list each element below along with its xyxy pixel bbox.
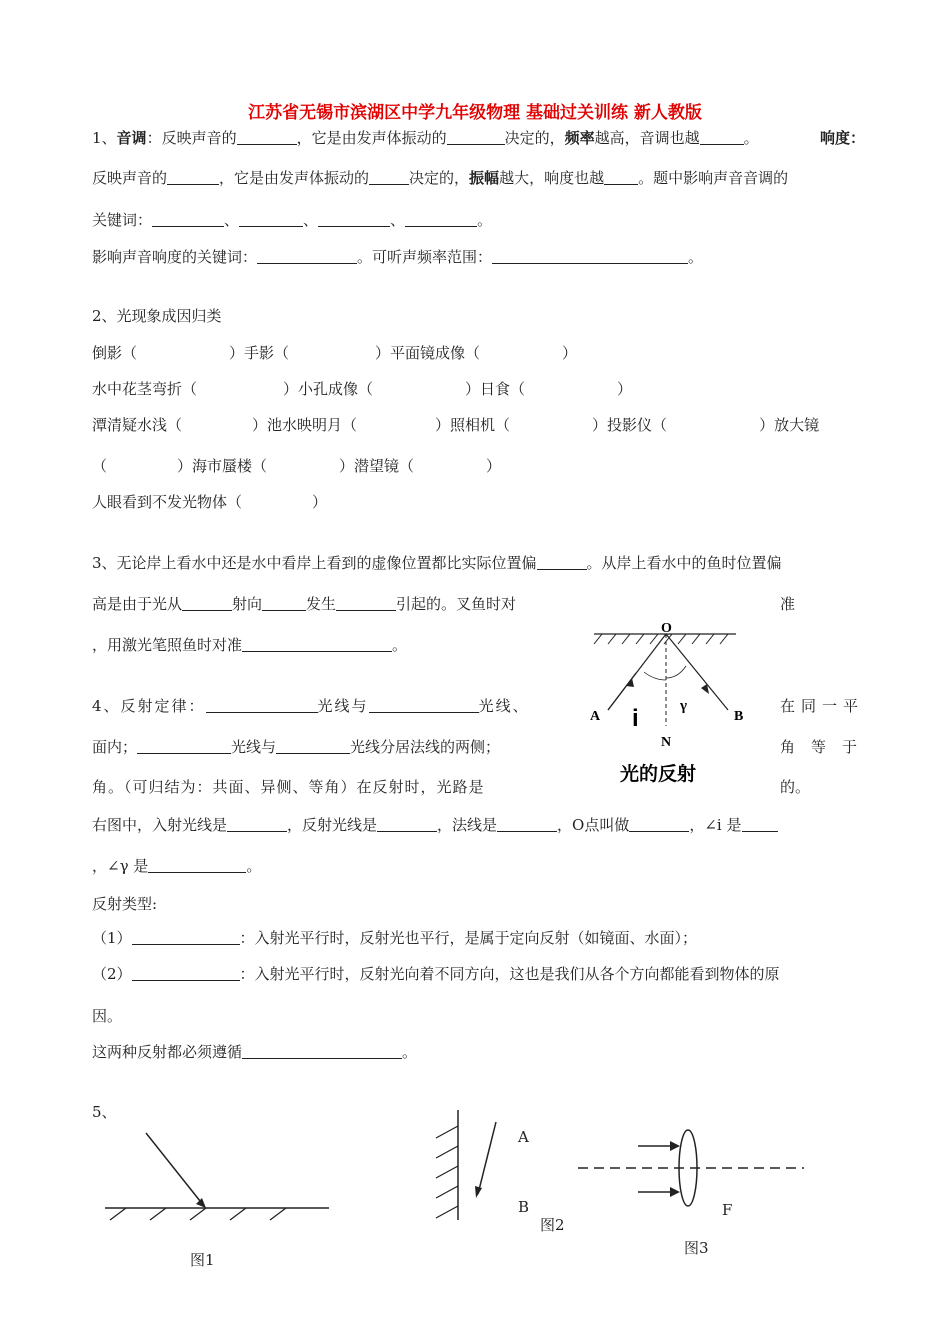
incident-ray-fig1 xyxy=(146,1133,204,1206)
figure-3-caption: 图3 xyxy=(684,1239,709,1257)
q4-line1-end: 在同一平 xyxy=(780,697,865,715)
figure-3-focus-label: F xyxy=(722,1201,733,1219)
q2-row3: 潭清疑水浅（ ）池水映明月（ ）照相机（ ）投影仪（ ）放大镜 xyxy=(92,416,820,434)
q3-line2-end: 准 xyxy=(780,595,796,613)
q4-line4: 右图中，入射光线是 ，反射光线是 ，法线是 ，O点叫做 ，∠i 是 xyxy=(92,815,778,835)
q3-line3: ，用激光笔照鱼时对准 。 xyxy=(92,636,408,654)
reflection-type-1: （1） ：入射光平行时，反射光也平行，是属于定向反射（如镜面、水面）； xyxy=(92,929,698,947)
figure-2-caption: 图2 xyxy=(540,1216,565,1234)
blank[interactable] xyxy=(318,212,390,227)
blank[interactable] xyxy=(227,817,287,832)
blank[interactable] xyxy=(132,966,240,981)
blank[interactable] xyxy=(629,817,689,832)
point-n-label: N xyxy=(661,735,672,750)
point-b-label: B xyxy=(734,709,744,724)
figure-3-lens xyxy=(576,1128,816,1218)
q4-line3-end: 的。 xyxy=(780,778,811,796)
figure-2-mirror xyxy=(430,1108,510,1228)
figure-1-mirror xyxy=(100,1128,340,1218)
angle-gamma-label: γ xyxy=(680,698,688,714)
q3-line1: 3、无论岸上看水中还是水中看岸上看到的虚像位置都比实际位置偏 。从岸上看水中的鱼时位置偏 xyxy=(92,554,782,572)
angle-i-label: i xyxy=(632,705,639,732)
blank[interactable] xyxy=(742,817,778,832)
reflection-caption: 光的反射 xyxy=(620,764,697,785)
q1-line4: 影响声音响度的关键词： 。可听声频率范围： 。 xyxy=(92,248,704,266)
reflection-types-label: 反射类型: xyxy=(92,895,158,913)
figure-2-point-b: B xyxy=(518,1198,530,1216)
q4-line2-end: 角等于 xyxy=(780,738,874,756)
blank[interactable] xyxy=(167,170,219,185)
q5-label: 5、 xyxy=(92,1103,117,1121)
q4-line5: ，∠γ 是 。 xyxy=(92,857,262,875)
q1-loudness-label: 响度： xyxy=(820,129,866,147)
blank[interactable] xyxy=(262,596,306,611)
blank[interactable] xyxy=(447,130,505,145)
blank[interactable] xyxy=(604,170,638,185)
reflection-type-2-cont: 因。 xyxy=(92,1007,123,1025)
blank[interactable] xyxy=(700,130,744,145)
document-title: 江苏省无锡市滨湖区中学九年级物理 基础过关训练 新人教版 xyxy=(248,103,702,123)
blank[interactable] xyxy=(537,555,587,570)
blank[interactable] xyxy=(206,698,318,713)
q4-line2: 面内； 光线与 光线分居法线的两侧； xyxy=(92,738,501,756)
figure-1-caption: 图1 xyxy=(190,1251,215,1269)
q2-row1: 倒影（ ）手影（ ）平面镜成像（ ） xyxy=(92,344,578,362)
blank[interactable] xyxy=(237,130,297,145)
q2-row2: 水中花茎弯折（ ）小孔成像（ ）日食（ ） xyxy=(92,380,633,398)
blank[interactable] xyxy=(276,739,350,754)
reflection-diagram xyxy=(588,614,748,794)
q1-line2: 反映声音的 ，它是由发声体振动的 决定的，振幅越大，响度也越 。题中影响声音音调的 xyxy=(92,169,789,187)
q2-heading: 2、光现象成因归类 xyxy=(92,307,222,325)
q3-line2: 高是由于光从 射向 发生 引起的。叉鱼时对 xyxy=(92,595,517,613)
point-a-label: A xyxy=(590,709,601,724)
reflection-type-2: （2） ：入射光平行时，反射光向着不同方向，这也是我们从各个方向都能看到物体的原 xyxy=(92,965,780,983)
blank[interactable] xyxy=(132,930,240,945)
q4-line3: 角。（可归结为：共面、异侧、等角）在反射时，光路是 xyxy=(92,778,485,796)
blank[interactable] xyxy=(242,1044,402,1059)
q4-line1: 4、反射定律： 光线与 光线、 xyxy=(92,697,530,715)
blank[interactable] xyxy=(239,212,303,227)
blank[interactable] xyxy=(405,212,477,227)
blank[interactable] xyxy=(182,596,232,611)
q1-line1: 1、音调：反映声音的 ，它是由发声体振动的 决定的，频率越高，音调也越 。 xyxy=(92,129,759,147)
q1-line3: 关键词： 、 、 、 。 xyxy=(92,211,493,229)
blank[interactable] xyxy=(369,698,479,713)
figure-2-point-a: A xyxy=(518,1128,529,1146)
blank[interactable] xyxy=(242,637,392,652)
blank[interactable] xyxy=(257,249,357,264)
blank[interactable] xyxy=(148,858,246,873)
blank[interactable] xyxy=(369,170,409,185)
blank[interactable] xyxy=(492,249,688,264)
blank[interactable] xyxy=(377,817,437,832)
q4-both-line: 这两种反射都必须遵循 。 xyxy=(92,1043,418,1061)
q2-row5: 人眼看到不发光物体（ ） xyxy=(92,493,328,511)
blank[interactable] xyxy=(336,596,396,611)
incident-ray-fig2 xyxy=(478,1122,496,1194)
blank[interactable] xyxy=(137,739,231,754)
reflected-ray xyxy=(666,634,728,710)
q2-row4: （ ）海市蜃楼（ ）潜望镜（ ） xyxy=(92,457,502,475)
blank[interactable] xyxy=(152,212,224,227)
blank[interactable] xyxy=(497,817,557,832)
point-o-label: O xyxy=(661,621,672,636)
